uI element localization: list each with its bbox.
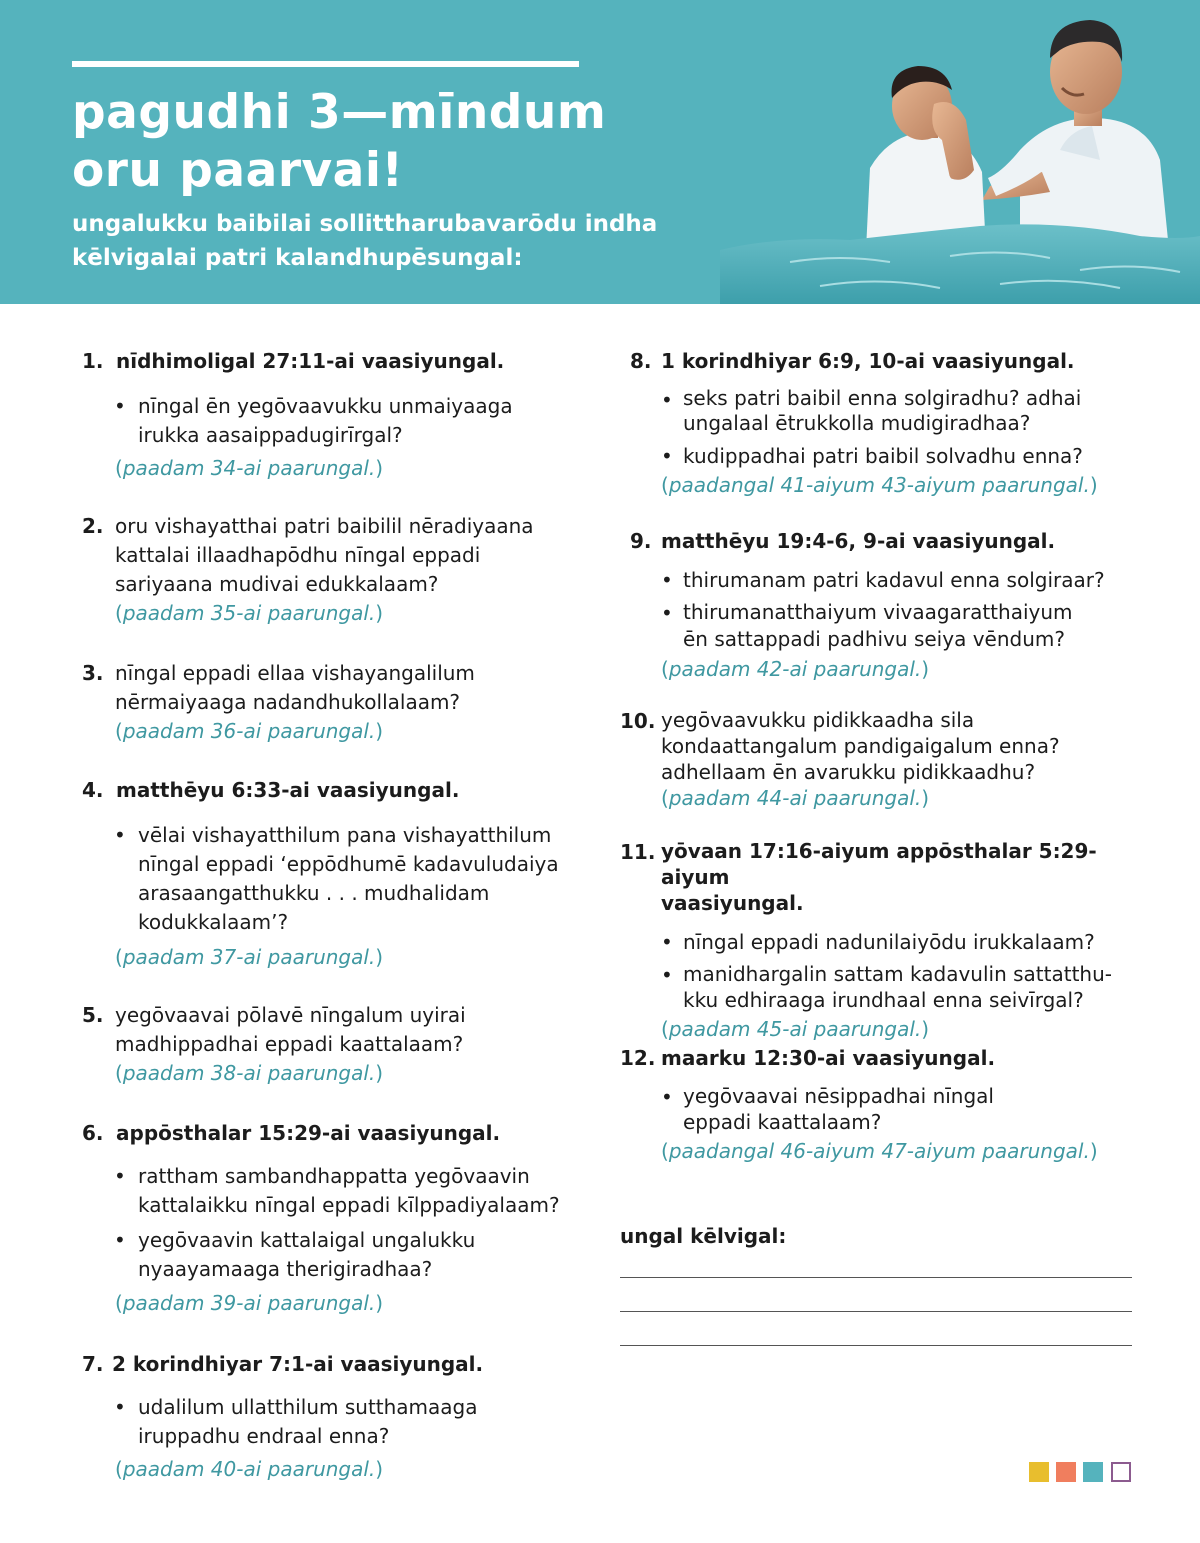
question-heading: 1 korindhiyar 6:9, 10-ai vaasiyungal. bbox=[661, 349, 1075, 373]
lesson-reference: (paadangal 46-aiyum 47-aiyum paarungal.) bbox=[661, 1139, 1098, 1163]
question-number: 8. bbox=[630, 349, 652, 373]
question-1 bbox=[82, 347, 582, 483]
lesson-reference: (paadangal 41-aiyum 43-aiyum paarungal.) bbox=[661, 473, 1098, 497]
notes-line-1[interactable] bbox=[620, 1277, 1132, 1278]
question-number: 12. bbox=[620, 1046, 656, 1070]
question-heading: appōsthalar 15:29-ai vaasiyungal. bbox=[116, 1121, 501, 1145]
title-line-1: pagudhi 3—mīndum bbox=[72, 85, 607, 140]
header-rule bbox=[72, 61, 579, 67]
bullet-item: • nīngal ēn yegōvaavukku unmaiyaaga irukka aasaippadugirīrgal? bbox=[114, 394, 513, 447]
question-number: 6. bbox=[82, 1121, 104, 1145]
baptism-illustration bbox=[720, 0, 1200, 304]
question-12 bbox=[620, 1044, 1150, 1166]
bullet-item: • nīngal eppadi nadunilaiyōdu irukkalaam? bbox=[620, 928, 1150, 957]
question-number: 4. bbox=[82, 778, 104, 802]
question-heading: 2 korindhiyar 7:1-ai vaasiyungal. bbox=[112, 1352, 484, 1376]
lesson-reference: (paadam 37-ai paarungal.) bbox=[115, 945, 384, 969]
question-number: 9. bbox=[630, 529, 652, 553]
bullet-icon: • bbox=[661, 444, 673, 468]
bullet-icon: • bbox=[661, 930, 673, 954]
question-5: 5. yegōvaavai pōlavē nīngalum uyirai madhippadhai eppadi kaattalaam? (paadam 38-ai paarungal.) bbox=[82, 1001, 582, 1088]
lesson-reference: (paadam 45-ai paarungal.) bbox=[661, 1017, 930, 1041]
lesson-reference: (paadam 38-ai paarungal.) bbox=[115, 1061, 384, 1085]
question-4 bbox=[82, 776, 582, 972]
bullet-item: • kudippadhai patri baibil solvadhu enna? bbox=[630, 442, 1150, 471]
question-number: 11. bbox=[620, 840, 656, 864]
notes-line-3[interactable] bbox=[620, 1345, 1132, 1346]
bullet-icon: • bbox=[661, 601, 673, 625]
bullet-item: • rattham sambandhappatta yegōvaavin kattalaikku nīngal eppadi kīlppadiyalaam? bbox=[114, 1164, 560, 1217]
lesson-reference: (paadam 40-ai paarungal.) bbox=[115, 1457, 384, 1481]
bullet-item: • yegōvaavin kattalaigal ungalukku nyaayamaaga therigiradhaa? bbox=[114, 1228, 476, 1281]
question-number: 5. bbox=[82, 1003, 104, 1027]
header-banner bbox=[0, 0, 1200, 304]
question-heading: maarku 12:30-ai vaasiyungal. bbox=[661, 1046, 996, 1070]
page-subtitle bbox=[72, 207, 712, 275]
notes-line-2[interactable] bbox=[620, 1311, 1132, 1312]
lesson-reference: (paadam 35-ai paarungal.) bbox=[115, 601, 384, 625]
bullet-item: • seks patri baibil enna solgiradhu? adhai ungalaal ētrukkolla mudigiradhaa? bbox=[661, 386, 1082, 435]
question-number: 2. bbox=[82, 514, 104, 538]
question-heading: nīdhimoligal 27:11-ai vaasiyungal. bbox=[116, 349, 505, 373]
bullet-icon: • bbox=[661, 568, 673, 592]
bullet-icon: • bbox=[114, 1164, 126, 1188]
bullet-icon: • bbox=[661, 1085, 673, 1109]
orange-square-icon bbox=[1056, 1462, 1076, 1482]
bullet-icon: • bbox=[114, 394, 126, 418]
bullet-item: • thirumanatthaiyum vivaagaratthaiyum ēn sattappadi padhivu seiya vēndum? bbox=[661, 600, 1073, 651]
question-2: 2. oru vishayatthai patri baibilil nēradiyaana kattalai illaadhapōdhu nīngal eppadi sariyaana mudivai edukkalaam? (paadam 35-ai paarungal.) bbox=[82, 512, 582, 628]
question-7 bbox=[82, 1350, 582, 1484]
question-9 bbox=[630, 527, 1150, 684]
notes-label: ungal kēlvigal: bbox=[620, 1224, 787, 1248]
question-number: 1. bbox=[82, 349, 104, 373]
page-title bbox=[72, 84, 712, 200]
bullet-icon: • bbox=[661, 963, 673, 987]
bullet-item: • thirumanam patri kadavul enna solgiraar? bbox=[630, 566, 1150, 595]
question-number: 10. bbox=[620, 709, 656, 733]
bullet-icon: • bbox=[114, 1395, 126, 1419]
lesson-reference: (paadam 42-ai paarungal.) bbox=[661, 657, 930, 681]
question-8 bbox=[630, 347, 1150, 500]
lesson-reference: (paadam 34-ai paarungal.) bbox=[115, 456, 384, 480]
bullet-item: • udalilum ullatthilum sutthamaaga iruppadhu endraal enna? bbox=[114, 1395, 478, 1448]
question-3: 3. nīngal eppadi ellaa vishayangalilum nērmaiyaaga nadandhukollalaam? (paadam 36-ai paarungal.) bbox=[82, 659, 582, 746]
question-10: 10. yegōvaavukku pidikkaadha sila kondaattangalum pandigaigalum enna? adhellaam ēn avarukku pidikkaadhu? (paadam 44-ai paarungal.) bbox=[620, 707, 1150, 811]
title-line-2: oru paarvai! bbox=[72, 143, 404, 198]
lesson-reference: (paadam 36-ai paarungal.) bbox=[115, 719, 384, 743]
question-heading: matthēyu 19:4-6, 9-ai vaasiyungal. bbox=[661, 529, 1056, 553]
subtitle-line-1: ungalukku baibilai sollittharubavarōdu indha bbox=[72, 211, 658, 237]
lesson-reference: (paadam 39-ai paarungal.) bbox=[115, 1291, 384, 1315]
question-number: 3. bbox=[82, 661, 104, 685]
lesson-reference: (paadam 44-ai paarungal.) bbox=[661, 786, 930, 810]
question-number: 7. bbox=[82, 1352, 104, 1376]
bullet-icon: • bbox=[661, 388, 673, 412]
bullet-icon: • bbox=[114, 823, 126, 847]
bullet-icon: • bbox=[114, 1228, 126, 1252]
question-heading: matthēyu 6:33-ai vaasiyungal. bbox=[116, 778, 460, 802]
bullet-item: • yegōvaavai nēsippadhai nīngal eppadi kaattalaam? bbox=[661, 1084, 994, 1134]
question-6 bbox=[82, 1119, 582, 1318]
teal-square-icon bbox=[1083, 1462, 1103, 1482]
bullet-item: • manidhargalin sattam kadavulin sattatthu- kku edhiraaga irundhaal enna seivīrgal? bbox=[661, 962, 1112, 1012]
purple-outline-square-icon bbox=[1111, 1462, 1131, 1482]
question-11: 11. yōvaan 17:16-aiyum appōsthalar 5:29-aiyum vaasiyungal. • nīngal eppadi nadunilaiyōdu irukkalaam? • manidhargalin sattam kadavulin sattatthu- kku edhiraaga irundhaal enna seivīrgal? (paadam 45-ai paarungal.) bbox=[620, 838, 1150, 1044]
bullet-item: • vēlai vishayatthilum pana vishayatthilum nīngal eppadi ‘eppōdhumē kadavuludaiya arasaangatthukku . . . mudhalidam kodukkalaam’? bbox=[114, 823, 559, 934]
subtitle-line-2: kēlvigalai patri kalandhupēsungal: bbox=[72, 245, 523, 271]
yellow-square-icon bbox=[1029, 1462, 1049, 1482]
